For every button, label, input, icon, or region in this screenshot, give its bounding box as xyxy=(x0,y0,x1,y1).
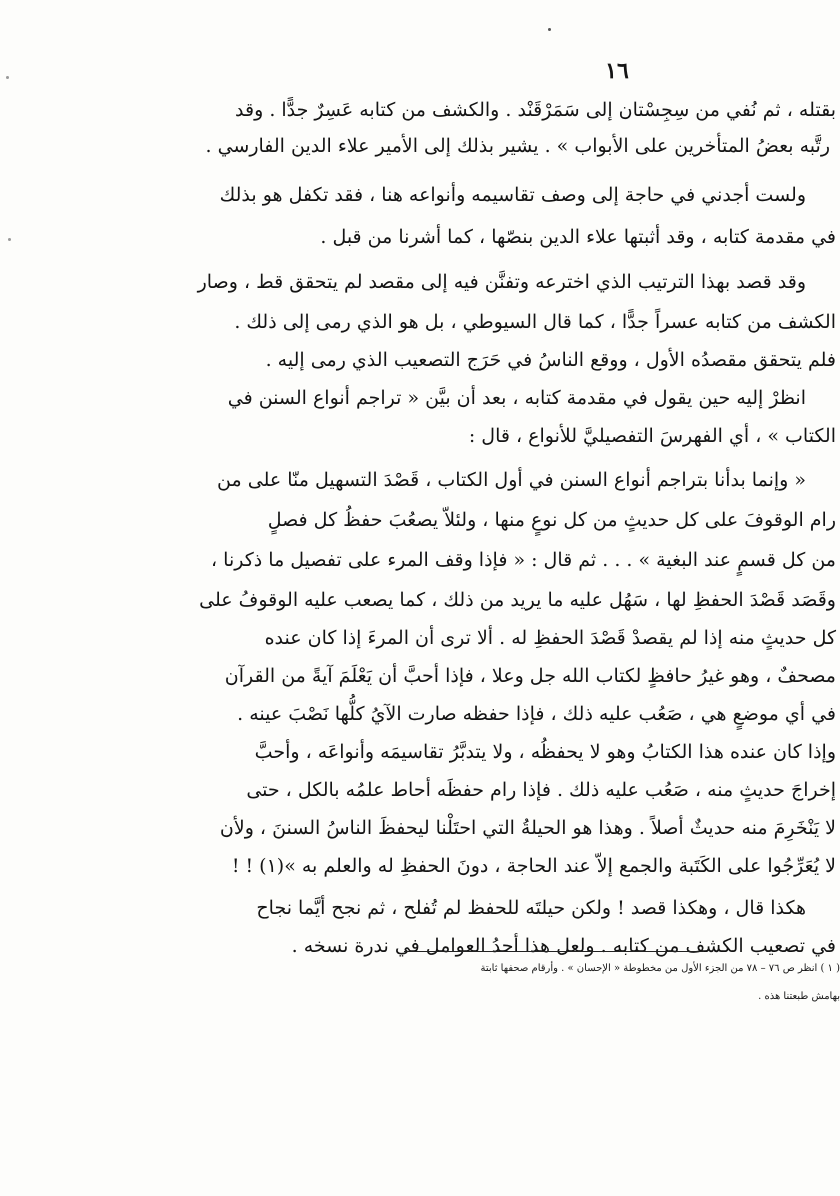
quote-line: رام الوقوفَ على كل حديثٍ من كل نوعٍ منها ، ولئلاّ يصعُبَ حفظُ كل فصلٍ xyxy=(267,509,836,531)
text-line: في مقدمة كتابه ، وقد أثبتها علاء الدين بنصّها ، كما أشرنا من قبل . xyxy=(320,226,836,248)
quote-line: لا يُعَرِّجُوا على الكَتَبة والجمع إلاّ عند الحاجة ، دونَ الحفظِ له والعلم به »(١) ! ! xyxy=(231,855,836,877)
footnote-line: بهامش طبعتنا هذه . xyxy=(758,991,840,1002)
text-line: في تصعيب الكشف من كتابه . ولعل هذا أحدُ العوامل في ندرة نسخه . xyxy=(291,935,836,957)
quote-line: من كل قسمٍ عند البغية » . . . ثم قال : « فإذا وقف المرء على تفصيل ما ذكرنا ، xyxy=(211,549,836,571)
text-line: فلم يتحقق مقصدُه الأول ، ووقع الناسُ في حَرَج التصعيب الذي رمى إليه . xyxy=(265,349,836,371)
text-line: الكشف من كتابه عسراً جدًّا ، كما قال السيوطي ، بل هو الذي رمى إلى ذلك . xyxy=(234,311,836,333)
text-line: وقد قصد بهذا الترتيب الذي اخترعه وتفنَّن فيه إلى مقصد لم يتحقق قط ، وصار xyxy=(197,271,806,293)
quote-line: « وإنما بدأنا بتراجم أنواع السنن في أول الكتاب ، قَصْدَ التسهيل منّا على من xyxy=(217,469,806,491)
quote-line: لا يَنْخَرِمَ منه حديثٌ أصلاً . وهذا هو الحيلةُ التي احتَلْنا ليحفظَ الناسُ السننَ ، ولأن xyxy=(219,817,836,839)
text-line: الكتاب » ، أي الفهرسَ التفصيليَّ للأنواع ، قال : xyxy=(468,425,836,447)
text-line: هكذا قال ، وهكذا قصد ! ولكن حيلتَه للحفظ لم تُفلح ، ثم نجح أيَّما نجاح xyxy=(256,897,806,919)
text-line: رتَّبه بعضُ المتأخرين على الأبواب » . يشير بذلك إلى الأمير علاء الدين الفارسي . xyxy=(205,135,830,157)
scan-speck xyxy=(8,238,11,241)
scan-speck xyxy=(548,28,551,31)
scan-speck xyxy=(6,76,9,79)
footnote-line: ( ١ ) انظر ص ٧٦ – ٧٨ من الجزء الأول من مخطوطة « الإحسان » . وأرقام صحفها ثابتة xyxy=(480,963,840,974)
quote-line: مصحفٌ ، وهو غيرُ حافظٍ لكتاب الله جل وعلا ، فإذا أحبَّ أن يَعْلَمَ آيةً من القرآن xyxy=(224,665,836,687)
quote-line: كل حديثٍ منه إذا لم يقصدْ قَصْدَ الحفظِ له . ألا ترى أن المرءَ إذا كان عنده xyxy=(264,627,836,649)
quote-line: وإذا كان عنده هذا الكتابُ وهو لا يحفظُه ، ولا يتدبَّرُ تقاسيمَه وأنواعَه ، وأحبَّ xyxy=(254,741,836,763)
text-line: انظرْ إليه حين يقول في مقدمة كتابه ، بعد أن بيَّن « تراجم أنواع السنن في xyxy=(227,387,806,409)
footnote-separator xyxy=(404,951,704,952)
page-number: ١٦ xyxy=(605,58,629,84)
quote-line: إخراجَ حديثٍ منه ، صَعُب عليه ذلك . فإذا رام حفظَه أحاط علمُه بالكل ، حتى xyxy=(246,779,836,801)
text-line: بقتله ، ثم نُفي من سِجِسْتان إلى سَمَرْقَنْد . والكشف من كتابه عَسِرٌ جدًّا . وقد xyxy=(235,99,836,121)
quote-line: وقَصَد قَصْدَ الحفظِ لها ، سَهُل عليه ما يريد من ذلك ، كما يصعب عليه الوقوفُ على xyxy=(199,589,836,611)
quote-line: في أي موضعٍ هي ، صَعُب عليه ذلك ، فإذا حفظه صارت الآيُ كلُّها نَصْبَ عينه . xyxy=(237,703,836,725)
text-line: ولست أجدني في حاجة إلى وصف تقاسيمه وأنواعه هنا ، فقد تكفل هو بذلك xyxy=(219,184,806,206)
